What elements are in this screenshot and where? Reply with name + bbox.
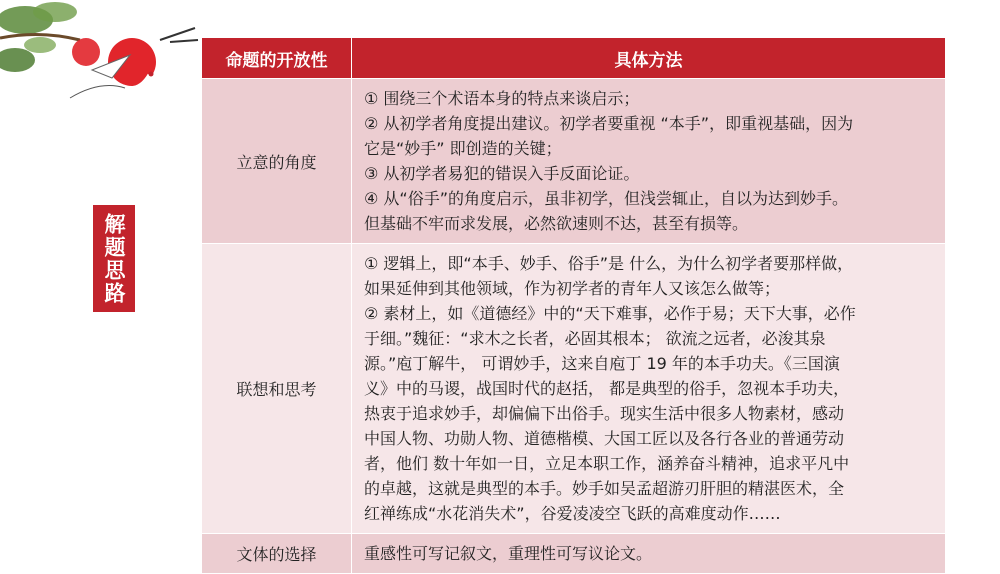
decorative-corner-illustration [0,0,200,110]
content-line: 的卓越，这就是典型的本手。妙手如吴孟超游刃肝胆的精湛医术，全 [364,479,845,498]
table-header-row [202,38,946,79]
row-content-association [352,244,946,534]
content-line: ④ 从“俗手”的角度启示，虽非初学，但浅尝辄止，自以为达到妙手。 [364,189,849,208]
row-content-genre [352,534,946,574]
content-line: ① 逻辑上，即“本手、妙手、俗手”是 什么，为什么初学者要那样做， [364,254,854,273]
header-openness: 命题的开放性 [202,38,352,79]
row-content-intent [352,79,946,244]
content-line: 热衷于追求妙手，却偏偏下出俗手。现实生活中很多人物素材，感动 [364,404,845,423]
header-methods: 具体方法 [352,38,946,79]
row-label-genre: 文体的选择 [202,534,352,574]
content-line: 重感性可写记叙文，重理性可写议论文。 [364,544,653,563]
content-line: ① 围绕三个术语本身的特点来谈启示； [364,89,640,108]
row-label-association: 联想和思考 [202,244,352,534]
table-row [202,79,946,244]
side-section-label: 解题思路 [93,205,135,312]
content-line: ② 从初学者角度提出建议。初学者要重视 “本手”，即重视基础，因为 [364,114,854,133]
content-line: 源。”庖丁解牛， 可谓妙手，这来自庖丁 19 年的本手功夫。《三国演 [364,354,840,373]
content-line: 于细。”魏征：“求木之长者，必固其根本； 欲流之远者，必浚其泉 [364,329,826,348]
content-line: 者，他们 数十年如一日，立足本职工作，涵养奋斗精神，追求平凡中 [364,454,850,473]
content-line: 它是“妙手” 即创造的关键； [364,139,562,158]
content-line: 义》中的马谡，战国时代的赵括， 都是典型的俗手，忽视本手功夫， [364,379,850,398]
content-line: 中国人物、功勋人物、道德楷模、大国工匠以及各行各业的普通劳动 [364,429,845,448]
content-line: 但基础不牢而求发展，必然欲速则不达，甚至有损等。 [364,214,749,233]
table-row [202,244,946,534]
content-line: ③ 从初学者易犯的错误入手反面论证。 [364,164,640,183]
pine-leaves-decoration [0,2,80,72]
method-table [201,37,946,574]
content-line: ② 素材上，如《道德经》中的“天下难事，必作于易；天下大事，必作 [364,304,856,323]
row-label-intent: 立意的角度 [202,79,352,244]
table-row [202,534,946,574]
content-line: 红禅练成“水花消失术”，谷爱凌凌空飞跃的高难度动作…… [364,504,781,523]
content-line: 如果延伸到其他领域，作为初学者的青年人又该怎么做等； [364,279,781,298]
